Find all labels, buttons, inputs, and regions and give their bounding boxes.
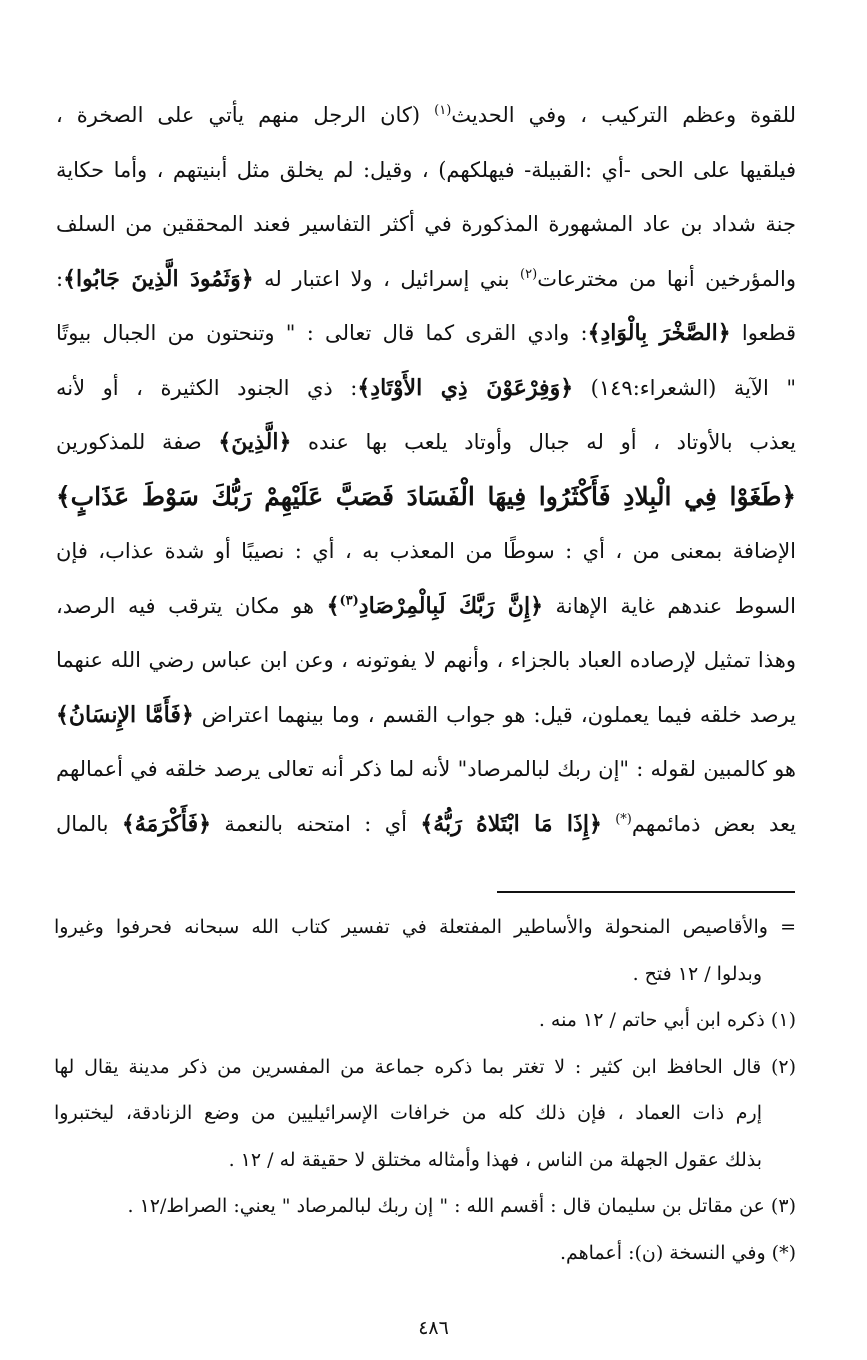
quran-verse: ﴿الصَّخْرَ بِالْوَادِ﴾ xyxy=(587,320,731,346)
text-line-6: " الآية (الشعراء:١٤٩) ﴿وَفِرْعَوْنَ ذِي الأَوْتَادِ﴾: ذي الجنود الكثيرة ، أو لأنه xyxy=(56,374,797,401)
quran-verse: ﴿طَغَوْا فِي الْبِلادِ فَأَكْثَرُوا فِيهَا الْفَسَادَ فَصَبَّ عَلَيْهِمْ رَبُّكَ سَوْطَ عَذَابٍ﴾ xyxy=(56,481,796,511)
footnote-ref-1: (١) xyxy=(434,103,452,118)
quran-verse: ﴿وَفِرْعَوْنَ ذِي الأَوْتَادِ﴾ xyxy=(357,374,574,401)
quran-verse: ﴿فَأَمَّا الإِنسَانُ﴾ xyxy=(56,701,194,728)
footnote-ref-star: (*) xyxy=(615,811,632,827)
quran-verse: ﴿فَأَكْرَمَهُ﴾ xyxy=(121,810,212,837)
footnote-star: (*) وفي النسخة (ن): أعماهم. xyxy=(559,1241,796,1264)
text-line-14: يعد بعض ذمائمهم(*) ﴿إِذَا مَا ابْتَلاهُ رَبُّهُ﴾ أي : امتحنه بالنعمة ﴿فَأَكْرَمَهُ﴾ بالمال xyxy=(56,810,796,837)
footnotes xyxy=(54,904,796,1276)
footnote-2-line-2: إرم ذات العماد ، فإن ذلك كله من خرافات الإسرائيليين من وضع الزنادقة، ليختبروا xyxy=(54,1102,762,1124)
footnote-2-line-3: بذلك عقول الجهلة من الناس ، فهذا وأمثاله مختلق لا حقيقة له / ١٢ . xyxy=(228,1148,762,1171)
quran-verse: ﴿إِنَّ رَبَّكَ لَبِالْمِرْصَادِ$^{(٣)}$﴾ xyxy=(326,592,543,619)
text-line-2: فيلقيها على الحى -أي :القبيلة- فيهلكهم) ، وقيل: لم يخلق مثل أبنيتهم ، وأما حكاية xyxy=(56,157,796,182)
text-line-3: جنة شداد بن عاد المشهورة المذكورة في أكثر التفاسير فعند المحققين من السلف xyxy=(56,212,796,236)
footnote-1: (١) ذكره ابن أبي حاتم / ١٢ منه . xyxy=(538,1009,796,1031)
footnote-separator xyxy=(497,891,795,893)
text-line-1: للقوة وعظم التركيب ، وفي الحديث$^{(١)}$ (كان الرجل منهم يأتي على الصخرة ، xyxy=(56,103,796,127)
text-line-8 xyxy=(56,470,796,525)
text-line-11: وهذا تمثيل لإرصاده العباد بالجزاء ، وأنهم لا يفوتونه ، وعن ابن عباس رضي الله عنهما xyxy=(56,648,796,672)
page-number: ٤٨٦ xyxy=(418,1317,449,1339)
text-line-10: السوط عندهم غاية الإهانة ﴿إِنَّ رَبَّكَ لَبِالْمِرْصَادِ$^{(٣)}$﴾ هو مكان يترقب فيه الرصد، xyxy=(56,592,796,619)
footnote-2: (٢) قال الحافظ ابن كثير : لا تغتر بما ذكره جماعة من المفسرين من ذكر مدينة يقال لها xyxy=(54,1055,796,1078)
text-line-12: يرصد خلقه فيما يعملون، قيل: هو جواب القسم ، وما بينهما اعتراض ﴿فَأَمَّا الإِنسَانُ﴾ xyxy=(56,701,796,728)
main-text xyxy=(56,88,796,851)
text-line-5: قطعوا ﴿الصَّخْرَ بِالْوَادِ﴾: وادي القرى كما قال تعالى : " وتنحتون من الجبال بيوتًا xyxy=(56,320,796,346)
footnote-ref-3: (٣) xyxy=(339,593,359,609)
footnote-ref-2: (٢) xyxy=(520,266,538,282)
text-line-9: الإضافة بمعنى من ، أي : سوطًا من المعذب به ، أي : نصيبًا أو شدة عذاب، فإن xyxy=(56,539,796,563)
text-line-7: يعذب بالأوتاد ، أو له جبال وأوتاد يلعب بها عنده ﴿الَّذِينَ﴾ صفة للمذكورين xyxy=(56,429,796,455)
footnote-3: (٣) عن مقاتل بن سليمان قال : أقسم الله : " إن ربك لبالمرصاد " يعني: الصراط/١٢ . xyxy=(127,1195,796,1217)
quran-verse: ﴿إِذَا مَا ابْتَلاهُ رَبُّهُ﴾ xyxy=(420,810,602,837)
quran-verse: ﴿الَّذِينَ﴾ xyxy=(218,429,292,455)
quran-verse: ﴿وَثَمُودَ الَّذِينَ جَابُوا﴾ xyxy=(63,265,254,292)
footnote-continuation: = والأقاصيص المنحولة والأساطير المفتعلة في تفسير كتاب الله سبحانه فحرفوا وغيروا xyxy=(54,916,796,938)
footnote-continuation-end: وبدلوا / ١٢ فتح . xyxy=(632,962,762,985)
text-line-4: والمؤرخين أنها من مخترعات$^{(٢)}$ بني إسرائيل ، ولا اعتبار له ﴿وَثَمُودَ الَّذِينَ جَابُوا﴾: xyxy=(56,265,796,292)
text-line-13: هو كالمبين لقوله : "إن ربك لبالمرصاد" لأنه لما ذكر أنه تعالى يرصد خلقه في أعمالهم xyxy=(56,757,796,781)
